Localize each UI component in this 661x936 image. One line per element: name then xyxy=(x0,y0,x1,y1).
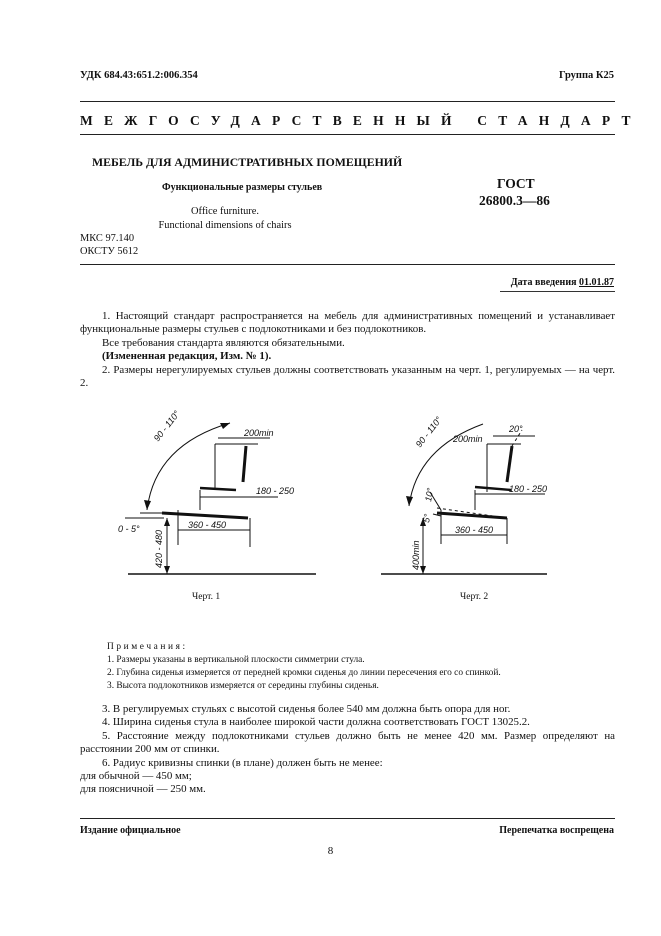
gost-label: ГОСТ xyxy=(497,176,535,191)
d2-seat-depth-label: 360 - 450 xyxy=(455,525,494,535)
footer-rule xyxy=(80,818,615,819)
paragraph-2: 2. Размеры нерегулируемых стульев должны соответствовать указанным на черт. 1, регулируемых — на черт. 2. xyxy=(80,363,615,390)
introduction-date xyxy=(511,277,614,288)
introduction-date-value: 01.01.87 xyxy=(579,277,614,288)
d2-angle-label: 90 - 110° xyxy=(413,414,444,450)
paragraph-5: 5. Расстояние между подлокотниками стульев должно быть не менее 420 мм. Размер определяют на расстоянии 200 мм от спинки. xyxy=(80,729,615,756)
note-2: 2. Глубина сиденья измеряется от передней кромки сиденья до линии пересечения его со спинкой. xyxy=(107,668,501,678)
paragraph-6: 6. Радиус кривизны спинки (в плане) должен быть не менее: xyxy=(102,756,383,769)
paragraph-1c: (Измененная редакция, Изм. № 1). xyxy=(102,350,272,363)
notes-heading: Примечания: xyxy=(107,642,188,652)
introduction-date-label: Дата введения xyxy=(510,277,577,288)
d1-armrest-label: 180 - 250 xyxy=(256,486,295,496)
title-block-rule xyxy=(80,264,615,265)
d2-seat-height-label: 400min xyxy=(411,540,421,570)
d1-seat-height-label: 420 - 480 xyxy=(154,529,164,568)
gost-number: 26800.3—86 xyxy=(479,193,550,208)
paragraph-6b: для поясничной — 250 мм. xyxy=(80,783,206,796)
note-1: 1. Размеры указаны в вертикальной плоскости симметрии стула. xyxy=(107,655,365,665)
group-code: Группа К25 xyxy=(558,70,614,81)
d2-tilt-a-label: 10° xyxy=(423,487,436,503)
body-section-1 xyxy=(80,310,615,390)
paragraph-6a: для обычной — 450 мм; xyxy=(80,770,192,783)
d2-armrest-label: 180 - 250 xyxy=(509,484,548,494)
standard-banner: МЕЖГОСУДАРСТВЕННЫЙ СТАНДАРТ xyxy=(80,113,642,128)
footer-right: Перепечатка воспрещена xyxy=(499,825,614,836)
note-3: 3. Высота подлокотников измеряется от середины глубины сиденья. xyxy=(107,681,379,691)
paragraph-4: 4. Ширина сиденья стула в наиболее широкой части должна соответствовать ГОСТ 13025.2. xyxy=(102,716,530,729)
page-number: 8 xyxy=(327,845,334,857)
footer-left: Издание официальное xyxy=(80,825,181,836)
drawing-1-caption: Черт. 1 xyxy=(192,591,221,602)
date-underline xyxy=(500,291,615,292)
d1-angle-label: 90 - 110° xyxy=(151,408,182,444)
notes-section xyxy=(107,641,617,693)
drawing-2-caption: Черт. 2 xyxy=(460,591,489,602)
english-title-line2: Functional dimensions of chairs xyxy=(158,220,292,231)
d2-back-adjust-label: 20° xyxy=(509,424,523,434)
d1-seat-tilt-label: 0 - 5° xyxy=(118,524,140,534)
banner-rule xyxy=(80,134,615,135)
okstu-code: ОКСТУ 5612 xyxy=(80,246,139,257)
drawing-1 xyxy=(110,400,325,585)
paragraph-1b: Все требования стандарта являются обязательными. xyxy=(102,336,345,349)
paragraph-1: 1. Настоящий стандарт распространяется на мебель для административных помещений и устанавливает функциональные размеры стульев с подлокотниками и без подлокотников. xyxy=(80,310,615,336)
document-subtitle: Функциональные размеры стульев xyxy=(162,182,323,193)
mks-code: МКС 97.140 xyxy=(80,233,135,244)
d2-tilt-b-label: 5° xyxy=(421,513,433,524)
d2-back-height-label: 200min xyxy=(453,434,483,444)
top-rule xyxy=(80,101,615,102)
english-title-line1: Office furniture. xyxy=(191,206,259,217)
document-title: МЕБЕЛЬ ДЛЯ АДМИНИСТРАТИВНЫХ ПОМЕЩЕНИЙ xyxy=(92,155,403,169)
d1-back-height-label: 200min xyxy=(244,428,274,438)
udk-code: УДК 684.43:651.2:006.354 xyxy=(80,70,198,81)
d1-seat-depth-label: 360 - 450 xyxy=(188,520,227,530)
paragraph-3: 3. В регулируемых стульях с высотой сиденья более 540 мм должна быть опора для ног. xyxy=(102,703,511,715)
drawing-2 xyxy=(375,410,550,582)
body-section-2 xyxy=(80,703,615,797)
